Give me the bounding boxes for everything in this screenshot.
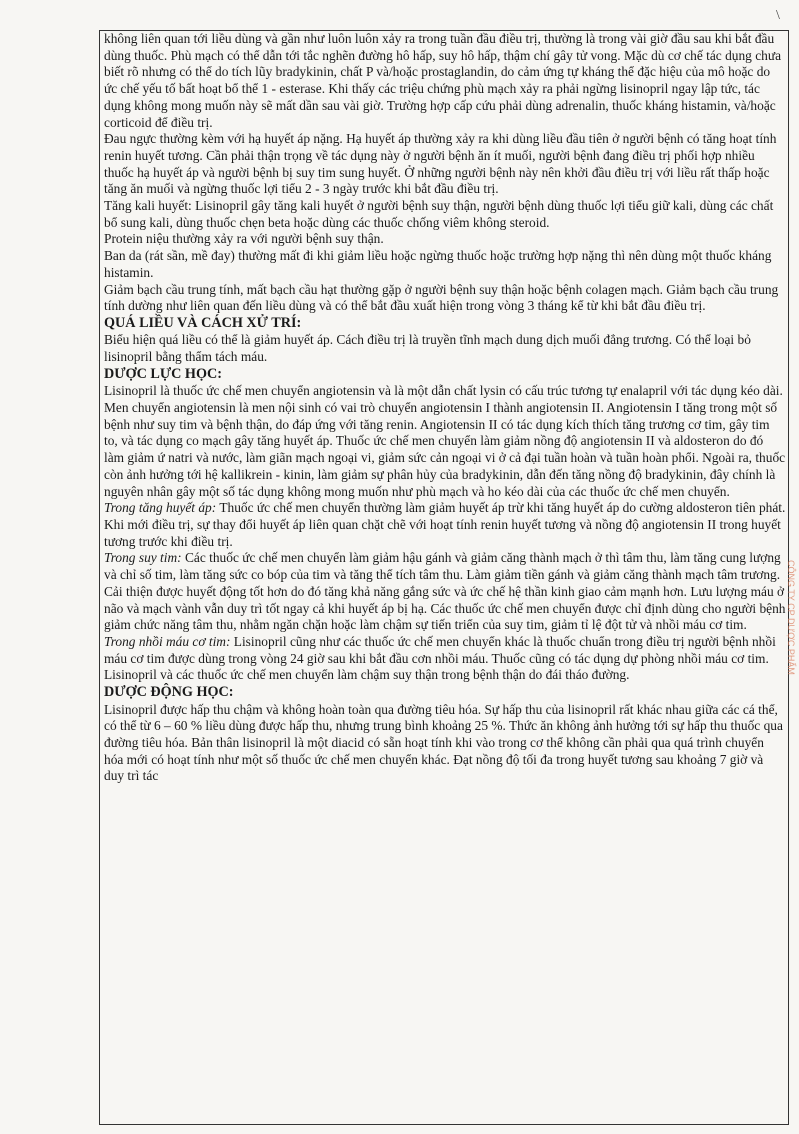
section-heading: DƯỢC ĐỘNG HỌC: [104, 684, 234, 701]
paragraph-text: Các thuốc ức chế men chuyển làm giảm hậu gánh và giảm căng thành mạch ở thì tâm thu, làm tăng cung lượng và chỉ số tim, làm tăng sức co bóp của tim và tăng thể tích tâm thu. Làm giảm tiền gánh và giảm căng thành mạch tâm trương. Cải thiện được huyết động tốt hơn do đó tăng khả năng gắng sức và ức chế hệ thần kinh giao cảm mạnh hơn. Lưu lượng máu ở não và mạch vành vẫn duy trì tốt ngay cả khi huyết áp bị hạ. Các thuốc ức chế men chuyển được chỉ định dùng cho người bệnh giảm chức năng tâm thu, nhằm ngăn chặn hoặc làm chậm sự tiến triển của suy tim, giảm tỉ lệ đột tử và nhồi máu cơ tim. [104, 550, 786, 633]
paragraph [104, 500, 786, 550]
paragraph: Tăng kali huyết: Lisinopril gây tăng kali huyết ở người bệnh suy thận, người bệnh dùng thuốc lợi tiểu giữ kali, dùng các chất bổ sung kali, dùng thuốc chẹn beta hoặc dùng các thuốc chống viêm không steroid. [104, 198, 774, 230]
paragraph-label: Trong nhồi máu cơ tim: [104, 633, 231, 649]
paragraph-text: Lisinopril cũng như các thuốc ức chế men chuyển khác là thuốc chuẩn trong điều trị người bệnh nhồi máu cơ tim được dùng trong vòng 24 giờ sau khi bắt đầu cơn nhồi máu. Thuốc cũng có tác dụng dự phòng nhồi máu cơ tim. [104, 633, 776, 666]
paragraph: Lisinopril và các thuốc ức chế men chuyển làm chậm suy thận trong bệnh thận do đái tháo đường. [104, 667, 630, 683]
section-heading: DƯỢC LỰC HỌC: [104, 365, 222, 382]
paragraph-label: Trong tăng huyết áp: [104, 500, 217, 516]
paragraph [104, 634, 786, 667]
paragraph: Giảm bạch cầu trung tính, mất bạch cầu hạt thường gặp ở người bệnh suy thận hoặc bệnh colagen mạch. Giảm bạch cầu trung tính dường như liên quan đến liều dùng và có thể bắt đầu xuất hiện trong vòng 3 tháng kể từ khi bắt đầu điều trị. [104, 281, 779, 314]
paragraph: Ban da (rát sần, mề đay) thường mất đi khi giảm liều hoặc ngừng thuốc hoặc trường hợp nặng thì nên dùng một thuốc kháng histamin. [104, 248, 772, 280]
page-corner-mark: \ [776, 8, 780, 23]
side-stamp: CÔNG TY CP DƯỢC PHẨM [786, 560, 796, 675]
document-body [104, 31, 786, 785]
paragraph: không liên quan tới liều dùng và gần như luôn luôn xảy ra trong tuần đầu điều trị, thường là trong vài giờ đầu sau khi bắt đầu dùng thuốc. Phù mạch có thể dẫn tới tắc nghẽn đường hô hấp, suy hô hấp, thậm chí gây tử vong. Mặc dù cơ chế tác dụng chưa biết rõ nhưng có thể do tích lũy bradykinin, chất P và/hoặc prostaglandin, do cảm ứng tự kháng thể đặc hiệu của mô hoặc do ức chế yếu tố bất hoạt bổ thể 1 - esterase. Khi thấy các triệu chứng phù mạch xảy ra phải ngừng lisinopril ngay lập tức, tác dụng không mong muốn này sẽ mất dần sau vài giờ. Trường hợp cấp cứu phải dùng adrenalin, thuốc kháng histamin, và/hoặc corticoid để điều trị. [104, 31, 782, 130]
paragraph: Biểu hiện quá liều có thể là giảm huyết áp. Cách điều trị là truyền tĩnh mạch dung dịch muối đẳng trương. Có thể loại bỏ lisinopril bằng thẩm tách máu. [104, 332, 751, 365]
paragraph-label: Trong suy tim: [104, 550, 182, 566]
section-heading: QUÁ LIỀU VÀ CÁCH XỬ TRÍ: [104, 314, 302, 331]
paragraph-text: Thuốc ức chế men chuyển thường làm giảm huyết áp trừ khi tăng huyết áp do cường aldosteron tiên phát. Khi mới điều trị, sự thay đổi huyết áp liên quan chặt chẽ với hoạt tính renin huyết tương và nồng độ angiotensin II trong huyết tương trước khi điều trị. [104, 500, 786, 549]
paragraph: Lisinopril là thuốc ức chế men chuyển angiotensin và là một dẫn chất lysin có cấu trúc tương tự enalapril với tác dụng kéo dài. Men chuyển angiotensin là men nội sinh có vai trò chuyển angiotensin I thành angiotensin II. Angiotensin I tăng trong một số bệnh như suy tim và bệnh thận, do đáp ứng với tăng renin. Angiotensin II có tác dụng kích thích tăng trương cơ tim, gây tim to, và tác dụng co mạch gây tăng huyết áp. Thuốc ức chế men chuyển làm giảm nồng độ angiotensin II và aldosteron do đó làm giảm ứ natri và nước, làm giãn mạch ngoại vi, giảm sức cản ngoại vi ở cả đại tuần hoàn và tuần hoàn phổi. Ngoài ra, thuốc còn ảnh hưởng tới hệ kallikrein - kinin, làm giảm sự phân hủy của bradykinin, dẫn đến tăng nồng độ bradykinin, đây chính là nguyên nhân gây một số tác dụng không mong muốn như phù mạch và ho kéo dài của các thuốc ức chế men chuyển. [104, 383, 786, 499]
paragraph: Đau ngực thường kèm với hạ huyết áp nặng. Hạ huyết áp thường xảy ra khi dùng liều đầu tiên ở người bệnh có tăng hoạt tính renin huyết tương. Cần phải thận trọng về tác dụng này ở người bệnh ăn ít muối, người bệnh đang điều trị phối hợp nhiều thuốc hạ huyết áp và người bệnh bị suy tim sung huyết. Ở những người bệnh này nên khởi đầu điều trị với liều rất thấp hoặc tăng ăn muối và ngừng thuốc lợi tiểu 2 - 3 ngày trước khi bắt đầu điều trị. [104, 131, 777, 197]
paragraph: Lisinopril được hấp thu chậm và không hoàn toàn qua đường tiêu hóa. Sự hấp thu của lisinopril rất khác nhau giữa các cá thể, có thể từ 6 – 60 % liều dùng được hấp thu, nhưng trung bình khoảng 25 %. Thức ăn không ảnh hưởng tới sự hấp thu thuốc qua đường tiêu hóa. Bản thân lisinopril là một diacid có sẵn hoạt tính khi vào trong cơ thể không cần phải qua quá trình chuyển hóa mới có hoạt tính như một số thuốc ức chế men chuyển khác. Đạt nồng độ tối đa trong huyết tương sau khoảng 7 giờ và duy trì tác [104, 701, 783, 784]
paragraph [104, 550, 786, 634]
paragraph: Protein niệu thường xảy ra với người bệnh suy thận. [104, 231, 384, 247]
